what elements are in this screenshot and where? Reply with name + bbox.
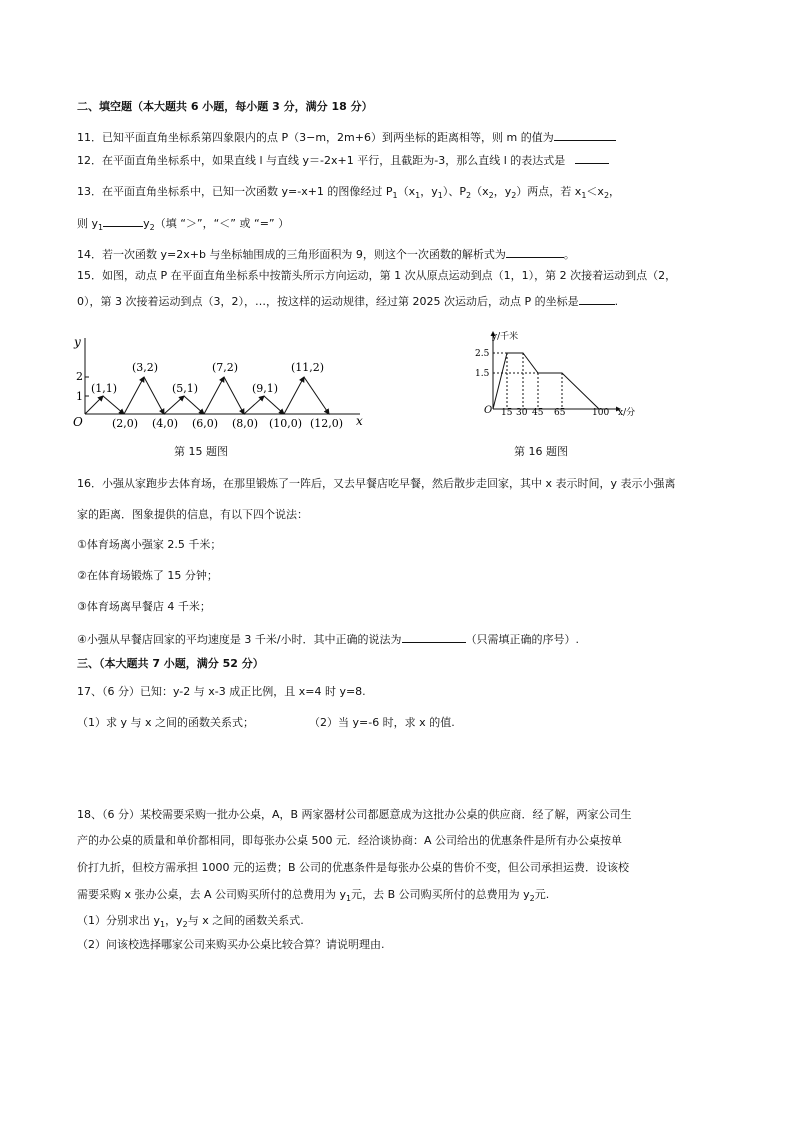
subscript: 1 (98, 223, 104, 233)
point-label: (1,1) (91, 382, 118, 395)
point-label: (7,2) (212, 361, 239, 374)
path-segment-8 (224, 377, 244, 414)
question-13-text: （x (471, 185, 489, 198)
question-17-part-1: （1）求 y 与 x 之间的函数关系式； (77, 716, 255, 729)
question-15-text: 0），第 3 次接着运动到点（3，2），…，按这样的运动规律，经过第 2025 次运动后，动点 P 的坐标是 (77, 295, 579, 308)
answer-blank-11[interactable] (554, 129, 616, 141)
x-tick-label: 65 (554, 408, 566, 418)
point-label: (5,1) (172, 382, 199, 395)
question-15-end: . (614, 295, 619, 308)
question-15-line-1: 15．如图，动点 P 在平面直角坐标系中按箭头所示方向运动，第 1 次从原点运动到点（1，1），第 2 次接着运动到点（2， (77, 269, 677, 282)
question-18-text: （1）分别求出 y (77, 914, 161, 927)
point-label: (3,2) (132, 361, 159, 374)
question-13-text: ＜x (586, 185, 604, 198)
question-13-line-2 (77, 215, 289, 235)
subscript: 1 (581, 191, 587, 201)
path-segment-11 (284, 377, 304, 414)
figure-15-graph (68, 330, 368, 430)
question-18-line-3: 价打九折，但校方需承担 1000 元的运费；B 公司的优惠条件是每张办公桌的售价不变，但公司承担运费．设该校 (77, 861, 630, 874)
answer-blank-15[interactable] (579, 293, 615, 305)
statement-4 (77, 631, 579, 647)
section-heading-solutions: 三、（本大题共 7 小题，满分 52 分） (77, 657, 264, 670)
origin-label: O (484, 405, 493, 416)
question-17-part-2: （2）当 y=-6 时，求 x 的值. (309, 716, 455, 729)
subscript: 1 (415, 191, 421, 201)
point-label: (8,0) (232, 417, 259, 430)
question-11 (77, 129, 616, 145)
x-tick-label: 30 (516, 408, 528, 418)
question-18-part-1 (77, 914, 304, 932)
path-segment-10 (264, 396, 284, 414)
path-segment-12 (304, 377, 329, 414)
subscript: 1 (437, 191, 443, 201)
question-14-text: 14．若一次函数 y=2x+b 与坐标轴围成的三角形面积为 9，则这个一次函数的解析式为 (77, 248, 506, 261)
point-label: (11,2) (291, 361, 325, 374)
subscript: 2 (511, 191, 517, 201)
answer-blank-13[interactable] (103, 215, 143, 227)
subscript: 2 (529, 894, 535, 904)
figure-15-caption: 第 15 题图 (174, 445, 228, 458)
question-17-stem: 17、（6 分）已知：y-2 与 x-3 成正比例，且 x=4 时 y=8. (77, 685, 366, 698)
statement-2: ②在体育场锻炼了 15 分钟； (77, 569, 218, 582)
question-18-text: 与 x 之间的函数关系式. (187, 914, 304, 927)
question-13-text: （填 “＞”，“＜” 或 “=” ） (154, 217, 290, 230)
question-18-line-2: 产的办公桌的质量和单价都相同，即每张办公桌 500 元．经洽谈协商：A 公司给出的优惠条件是所有办公桌按单 (77, 834, 623, 847)
question-13-text: 13．在平面直角坐标系中，已知一次函数 y=-x+1 的图像经过 P (77, 185, 393, 198)
subscript: 2 (466, 191, 472, 201)
point-label: (9,1) (252, 382, 279, 395)
question-14 (77, 246, 575, 262)
y-axis-label: y/千米 (492, 332, 519, 342)
question-13-text: ）、P (442, 185, 466, 198)
subscript: 2 (182, 920, 188, 930)
question-18-text: 元. (534, 888, 550, 901)
question-18-line-4 (77, 888, 549, 906)
x-tick-label: 15 (501, 408, 513, 418)
section-heading-fill-in: 二、填空题（本大题共 6 小题，每小题 3 分，满分 18 分） (77, 100, 373, 113)
question-14-end: 。 (563, 248, 575, 261)
distance-time-line (493, 353, 599, 409)
path-segment-6 (184, 396, 204, 414)
path-segment-4 (144, 377, 164, 414)
question-18-text: 需要采购 x 张办公桌，去 A 公司购买所付的总费用为 y (77, 888, 347, 901)
question-18-part-2: （2）问该校选择哪家公司来购买办公桌比较合算？请说明理由. (77, 938, 385, 951)
question-13-text: 则 y (77, 217, 99, 230)
question-13-line-1 (77, 185, 620, 203)
y-axis-label: y (74, 335, 81, 349)
question-13-text: ，y (420, 185, 438, 198)
statement-3: ③体育场离早餐店 4 千米； (77, 600, 211, 613)
point-label: (12,0) (310, 417, 344, 430)
y-tick-1: 1 (76, 390, 83, 403)
path-segment-7 (204, 377, 224, 414)
figure-16-graph (470, 327, 640, 422)
x-axis-label: x (356, 414, 363, 428)
figure-16-caption: 第 16 题图 (514, 445, 568, 458)
question-18-text: 元，去 B 公司购买所付的总费用为 y (351, 888, 530, 901)
question-16-line-1: 16．小强从家跑步去体育场，在那里锻炼了一阵后，又去早餐店吃早餐，然后散步走回家，其中 x 表示时间，y 表示小强离 (77, 477, 676, 490)
question-13-text: ， (609, 185, 621, 198)
subscript: 1 (160, 920, 166, 930)
x-tick-label: 45 (532, 408, 544, 418)
y-tick-label: 1.5 (475, 369, 490, 379)
question-13-text: ，y (493, 185, 512, 198)
question-16-line-2: 家的距离．图象提供的信息，有以下四个说法： (77, 508, 308, 521)
point-label: (4,0) (152, 417, 179, 430)
x-axis-label: x/分 (618, 408, 636, 418)
question-12 (77, 152, 609, 168)
answer-blank-14[interactable] (506, 246, 564, 258)
subscript: 1 (392, 191, 398, 201)
path-segment-2 (103, 396, 124, 414)
point-label: (2,0) (112, 417, 139, 430)
statement-4-text: ④小强从早餐店回家的平均速度是 3 千米/小时．其中正确的说法为 (77, 633, 402, 646)
answer-blank-12[interactable] (575, 152, 609, 164)
question-18-text: ，y (165, 914, 183, 927)
statement-4-end: （只需填正确的序号）. (465, 633, 580, 646)
x-tick-label: 100 (592, 408, 610, 418)
point-label: (6,0) (192, 417, 219, 430)
question-18-line-1: 18、（6 分）某校需要采购一批办公桌，A，B 两家器材公司都愿意成为这批办公桌的供应商．经了解，两家公司生 (77, 808, 632, 821)
path-segment-1 (85, 396, 103, 414)
subscript: 1 (346, 894, 352, 904)
point-label: (10,0) (269, 417, 303, 430)
subscript: 2 (149, 223, 155, 233)
question-15-line-2 (77, 293, 618, 309)
subscript: 2 (603, 191, 610, 201)
question-13-text: ）两点，若 x (516, 185, 582, 198)
question-13-text: y (143, 217, 150, 230)
path-segment-9 (244, 396, 264, 414)
statement-1: ①体育场离小强家 2.5 千米； (77, 538, 222, 551)
subscript: 2 (488, 191, 494, 201)
question-13-text: （x (397, 185, 416, 198)
question-11-text: 11．已知平面直角坐标系第四象限内的点 P（3−m，2m+6）到两坐标的距离相等，则 m 的值为 (77, 131, 554, 144)
origin-label: O (73, 415, 83, 429)
path-segment-5 (164, 396, 184, 414)
y-tick-2: 2 (76, 370, 83, 383)
path-segment-3 (124, 377, 144, 414)
y-tick-label: 2.5 (475, 349, 490, 359)
answer-blank-16[interactable] (402, 631, 466, 643)
question-12-text: 12．在平面直角坐标系中，如果直线 l 与直线 y＝-2x+1 平行，且截距为-3，那么直线 l 的表达式是 (77, 154, 566, 167)
